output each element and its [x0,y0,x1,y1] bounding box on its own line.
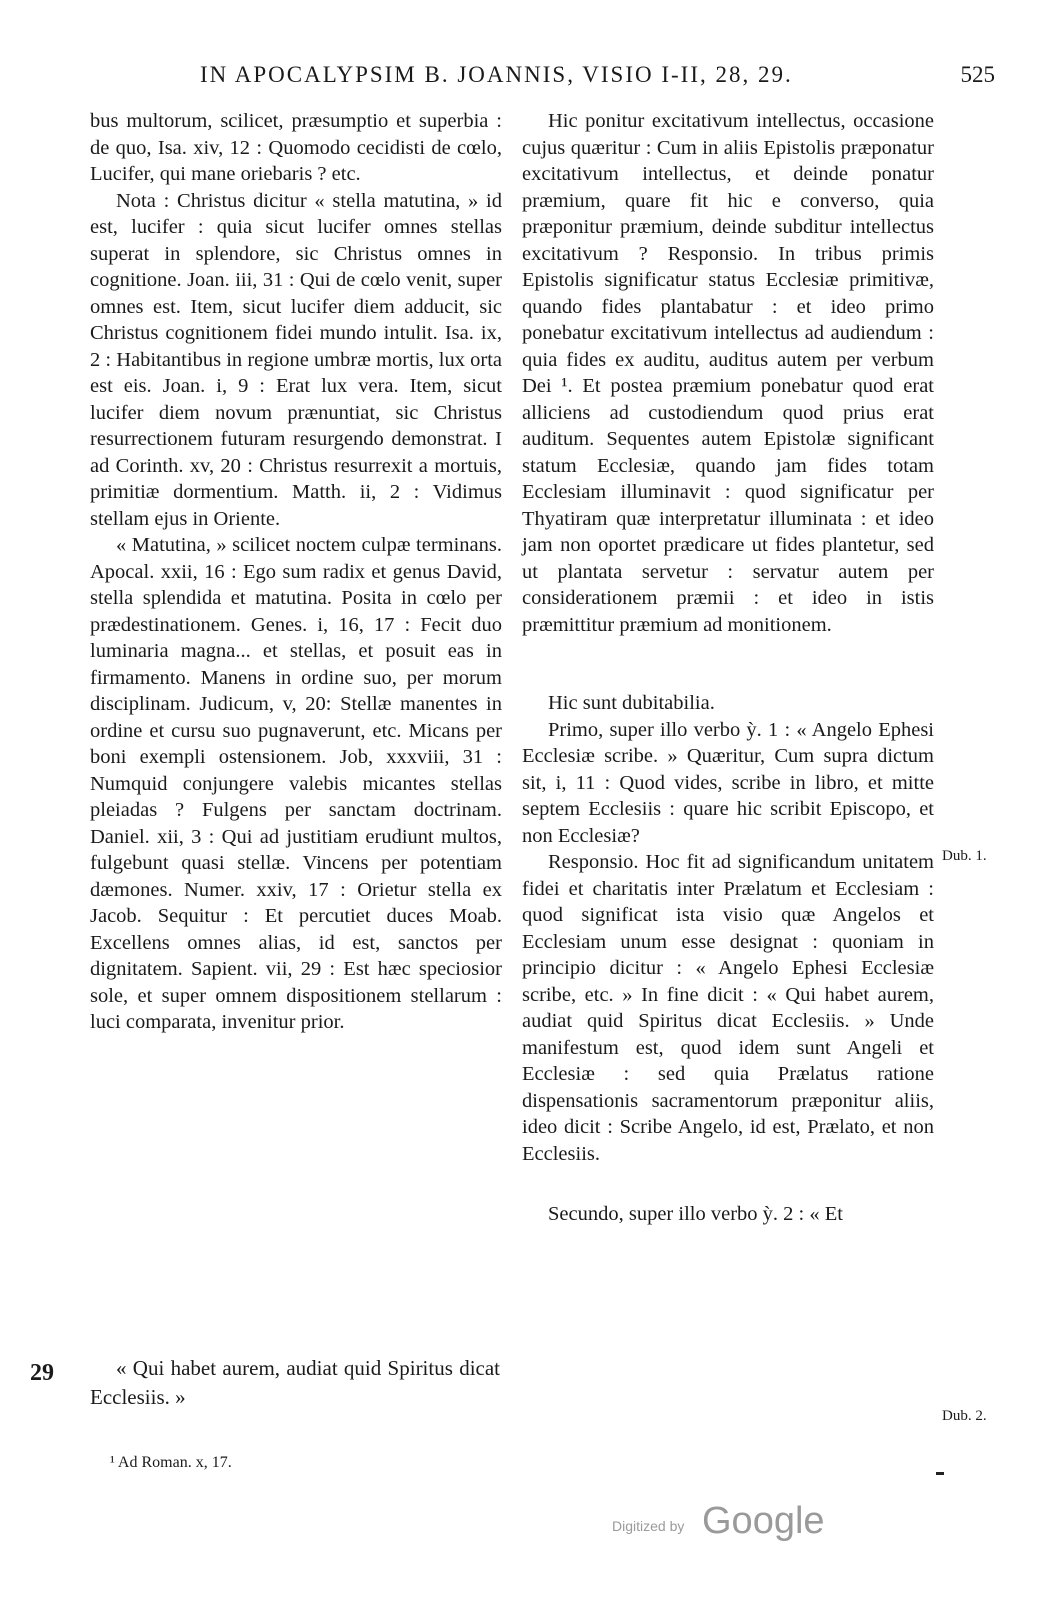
spacer [522,1167,934,1201]
margin-note-dub-1: Dub. 1. [942,848,987,864]
running-head: IN APOCALYPSIM B. JOANNIS, VISIO I-II, 28, 29. [200,62,793,87]
right-paragraph-1: Hic ponitur excitativum intellectus, occasione cujus quæritur : Cum in aliis Epistolis præponatur excitativum intellectus, et deinde ponatur præmium, quare fit hic e converso, quia præponitur præmium, deinde subditur intellectus excitativum ? Responsio. In tribus primis Epistolis significatur status Ecclesiæ primitivæ, quando fides plantabatur : et ideo primo ponebatur excitativum intellectus ad audiendum : quia fides ex auditu, auditus autem per verbum Dei ¹. Et postea præmium ponebatur quod erat alliciens ad custodiendum quod prius erat auditum. Sequentes autem Epistolæ significant statum Ecclesiæ, quando jam fides totam Ecclesiam illuminavit : quod significatur per Thyatiram quæ interpretatur illuminata : et ideo jam non oportet prædicare ut fides plantetur, sed ut plantata servetur : servatur autem per considerationem præmii : et ideo in istis præmittitur præmium ad monitionem. [522,110,934,636]
dubium-1: Primo, super illo verbo ỳ. 1 : « Angelo Ephesi Ecclesiæ scribe. » Quæritur, Cum supra dictum sit, i, 11 : Quod vides, scribe in libro, et mitte septem Ecclesiis : quare hic scribit Episcopo, et non Ecclesiæ? [522,718,934,847]
verse-number: 29 [30,1360,54,1386]
footnote: ¹ Ad Roman. x, 17. [110,1454,232,1471]
responsio-1: Responsio. Hoc fit ad significandum unitatem fidei et charitatis inter Prælatum et Ecclesiam : quod significat ista visio quæ Angelos et Ecclesiam unum esse designat : quoniam in principio dicitur : « Angelo Ephesi Ecclesiæ scribe, etc. » In fine dicit : « Qui habet aurem, audiat quid Spiritus dicat Ecclesiis. » Unde manifestum est, quod idem sunt Angeli et Ecclesiæ : sed quia Prælatus ratione dispensationis sacramentorum præponitur aliis, ideo dicit : Scribe Angelo, id est, Prælato, et non Ecclesiis. [522,851,934,1165]
page-header [0,62,1063,92]
margin-note-dub-2: Dub. 2. [942,1408,987,1424]
right-column [522,108,934,1228]
dubia-heading: Hic sunt dubitabilia. [548,692,715,714]
watermark-small: Digitized by [612,1518,685,1534]
watermark-logo: Google [702,1500,825,1542]
dubium-2-start: Secundo, super illo verbo ỳ. 2 : « Et [548,1203,843,1225]
left-paragraph-1: bus multorum, scilicet, præsumptio et superbia : de quo, Isa. xiv, 12 : Quomodo cecidisti de cœlo, Lucifer, qui mane oriebaris ? etc. [90,110,502,185]
left-paragraph-matutina: « Matutina, » scilicet noctem culpæ terminans. Apocal. xxii, 16 : Ego sum radix et genus David, stella splendida et matutina. Posita in cœlo per prædestinationem. Genes. i, 16, 17 : Fecit duo luminaria magna... et stellas, et posuit eas in firmamento. Manens in ordine suo, per morum disciplinam. Judicum, v, 20: Stellæ manentes in ordine et cursu suo pugnaverunt, etc. Micans per boni exempli ostensionem. Job, xxxviii, 31 : Numquid conjungere valebis micantes stellas pleiadas ? Fulgens per sanctam doctrinam. Daniel. xii, 3 : Qui ad justitiam erudiunt multos, fulgebunt quasi stellæ. Vincens per potentiam dæmones. Numer. xxiv, 17 : Orietur stella ex Jacob. Sequitur : Et percutiet duces Moab. Excellens omnes alias, id est, sanctos per dignitatem. Sapient. vii, 29 : Est hæc speciosior sole, et super omnem dispositionem stellarum : luci comparata, invenitur prior. [90,534,502,1033]
spacer [522,638,934,690]
page-number: 525 [960,62,995,87]
watermark [612,1500,852,1550]
left-paragraph-nota: Nota : Christus dicitur « stella matutina, » id est, lucifer : quia sicut lucifer omnes stellas superat in splendore, sic Christus omnes in cognitione. Joan. iii, 31 : Qui de cœlo venit, super omnes est. Item, sicut lucifer diem adducit, sic Christus cognitionem fidei mundo intulit. Isa. ix, 2 : Habitantibus in regione umbræ mortis, lux orta est eis. Joan. i, 9 : Erat lux vera. Item, sicut lucifer diem novum prænuntiat, sic Christus resurrectionem futuram resurgendo demonstrat. I ad Corinth. xv, 20 : Christus resurrexit a mortuis, primitiæ dormentium. Matth. ii, 2 : Vidimus stellam ejus in Oriente. [90,189,502,530]
left-column [90,108,502,1036]
margin-dash [936,1472,944,1475]
verse-text: « Qui habet aurem, audiat quid Spiritus dicat Ecclesiis. » [90,1356,500,1409]
